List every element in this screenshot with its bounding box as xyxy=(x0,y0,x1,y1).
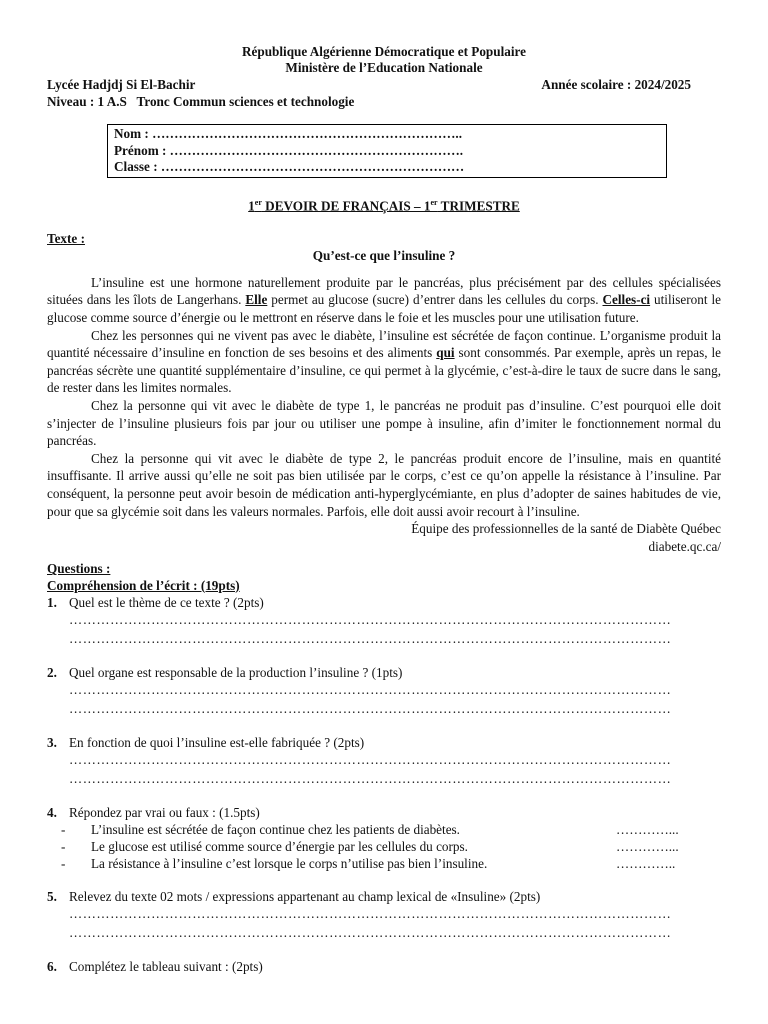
question-text: Complétez le tableau suivant : (2pts) xyxy=(69,959,263,975)
question-number: 4. xyxy=(47,805,57,821)
underlined-word-elle: Elle xyxy=(245,292,268,308)
republic-title: République Algérienne Démocratique et Populaire xyxy=(241,44,526,59)
answer-line[interactable]: …………………………………………………………………………………………………………………… xyxy=(69,924,672,940)
question-6 xyxy=(47,958,721,975)
exam-page xyxy=(47,44,721,975)
title-sup: er xyxy=(254,197,262,207)
bullet-dash: - xyxy=(61,822,66,838)
bullet-dash: - xyxy=(61,856,66,872)
answer-blank[interactable]: ………….. xyxy=(616,856,676,872)
answer-line[interactable]: …………………………………………………………………………………………………………………… xyxy=(69,630,672,646)
question-number: 3. xyxy=(47,735,57,751)
question-1 xyxy=(47,594,721,611)
text-run: sont consommés. Par exemple, après un repas, le pancréas sécrète une quantité supplémentaire d’insuline, ce qui permet à la glycémie, c’est-à-dire le taux de sucre dans le sang, de rester dans les limites normales. xyxy=(47,345,721,396)
true-false-item xyxy=(47,821,721,838)
question-text: Répondez par vrai ou faux : (1.5pts) xyxy=(69,805,260,821)
question-text: Quel est le thème de ce texte ? (2pts) xyxy=(69,595,264,611)
title-part: TRIMESTRE xyxy=(437,197,520,213)
underlined-word-celles-ci: Celles-ci xyxy=(602,292,651,308)
statement: L’insuline est sécrétée de façon continue chez les patients de diabètes. xyxy=(91,822,460,838)
answer-line[interactable]: …………………………………………………………………………………………………………………… xyxy=(69,700,672,716)
paragraph-3: Chez la personne qui vit avec le diabète de type 1, le pancréas ne produit pas d’insuline. C’est pourquoi elle doit s’injecter de l’insuline plusieurs fois par jour ou utiliser une pompe à insuline, afin d’imiter le fonctionnement normal du pancréas. xyxy=(47,398,721,449)
question-text: Relevez du texte 02 mots / expressions appartenant au champ lexical de «Insuline» (2pts) xyxy=(69,889,541,905)
text-run: utiliseront le glucose comme source d’énergie ou le mettront en réserve dans le foie et les muscles pour une utilisation future. xyxy=(47,292,721,326)
student-identity-box xyxy=(107,124,667,178)
title-part: 1 xyxy=(248,197,255,213)
answer-blank[interactable]: …………... xyxy=(616,822,679,838)
underlined-word-qui: qui xyxy=(436,345,455,361)
nom-field[interactable]: Nom : …………………………………………………………….. xyxy=(114,126,462,141)
question-4 xyxy=(47,804,721,821)
answer-line[interactable]: …………………………………………………………………………………………………………………… xyxy=(69,752,672,768)
question-2 xyxy=(47,664,721,681)
source-author: Équipe des professionnelles de la santé de Diabète Québec xyxy=(411,521,721,537)
prenom-field[interactable]: Prénom : …………………………………………………………. xyxy=(114,142,464,158)
bullet-dash: - xyxy=(61,839,66,855)
answer-line[interactable]: …………………………………………………………………………………………………………………… xyxy=(69,682,672,698)
true-false-item xyxy=(47,838,721,855)
classe-field[interactable]: Classe : …………………………………………………………… xyxy=(114,159,465,174)
statement: Le glucose est utilisé comme source d’énergie par les cellules du corps. xyxy=(91,839,468,855)
paragraph-4: Chez la personne qui vit avec le diabète de type 2, le pancréas produit encore de l’insuline, mais en quantité insuffisante. Il arrive aussi qu’elle ne soit pas bien utilisée par le corps, c’est ce qu’on appelle la résistance à l’insuline. Par conséquent, la personne peut avoir besoin de médication anti-hyperglycémiante, en plus d’adopter de saines habitudes de vie, pour que sa glycémie soit dans les valeurs normales. Parfois, elle doit aussi avoir recourt à l’insuline. xyxy=(47,450,721,519)
question-5 xyxy=(47,888,721,905)
school-name: Lycée Hadjdj Si El-Bachir xyxy=(47,77,196,92)
true-false-item xyxy=(47,855,721,872)
questions-heading: Questions : xyxy=(47,561,111,577)
question-number: 6. xyxy=(47,959,57,975)
text-run: L’insuline est une hormone naturellement produite par le pancréas, plus précisément par des cellules spécialisées situées dans les îlots de Langerhans. xyxy=(47,274,721,308)
spacer xyxy=(47,788,721,804)
paragraph-1 xyxy=(47,274,721,327)
question-number: 1. xyxy=(47,595,57,611)
source-site: diabete.qc.ca/ xyxy=(648,538,721,554)
exam-title xyxy=(47,194,721,214)
question-number: 2. xyxy=(47,665,57,681)
comprehension-heading: Compréhension de l’écrit : (19pts) xyxy=(47,577,240,593)
question-3 xyxy=(47,734,721,751)
question-text: En fonction de quoi l’insuline est-elle fabriquée ? (2pts) xyxy=(69,735,365,751)
title-part: DEVOIR DE FRANÇAIS – 1 xyxy=(261,197,431,213)
paragraph-2 xyxy=(47,327,721,397)
spacer xyxy=(47,718,721,734)
level-line: Niveau : 1 A.S Tronc Commun sciences et technologie xyxy=(47,94,355,109)
text-title: Qu’est-ce que l’insuline ? xyxy=(312,247,456,263)
ministry-title: Ministère de l’Education Nationale xyxy=(285,60,483,75)
title-sup: er xyxy=(430,197,438,207)
question-number: 5. xyxy=(47,889,57,905)
spacer xyxy=(47,872,721,888)
text-run: permet au glucose (sucre) d’entrer dans les cellules du corps. xyxy=(267,292,603,308)
answer-line[interactable]: …………………………………………………………………………………………………………………… xyxy=(69,770,672,786)
spacer xyxy=(47,648,721,664)
answer-blank[interactable]: …………... xyxy=(616,839,679,855)
answer-line[interactable]: …………………………………………………………………………………………………………………… xyxy=(69,906,672,922)
answer-line[interactable]: …………………………………………………………………………………………………………………… xyxy=(69,612,672,628)
spacer xyxy=(47,942,721,958)
school-year-row xyxy=(47,76,721,93)
school-year: Année scolaire : 2024/2025 xyxy=(541,77,691,92)
statement: La résistance à l’insuline c’est lorsque le corps n’utilise pas bien l’insuline. xyxy=(91,856,488,872)
text-run: Chez les personnes qui ne vivent pas avec le diabète, l’insuline est sécrétée de façon continue. L’organisme produit la quantité nécessaire d’insuline en fonction de ses besoins et des aliments xyxy=(47,327,721,361)
texte-label: Texte : xyxy=(47,230,85,246)
question-text: Quel organe est responsable de la production l’insuline ? (1pts) xyxy=(69,665,403,681)
